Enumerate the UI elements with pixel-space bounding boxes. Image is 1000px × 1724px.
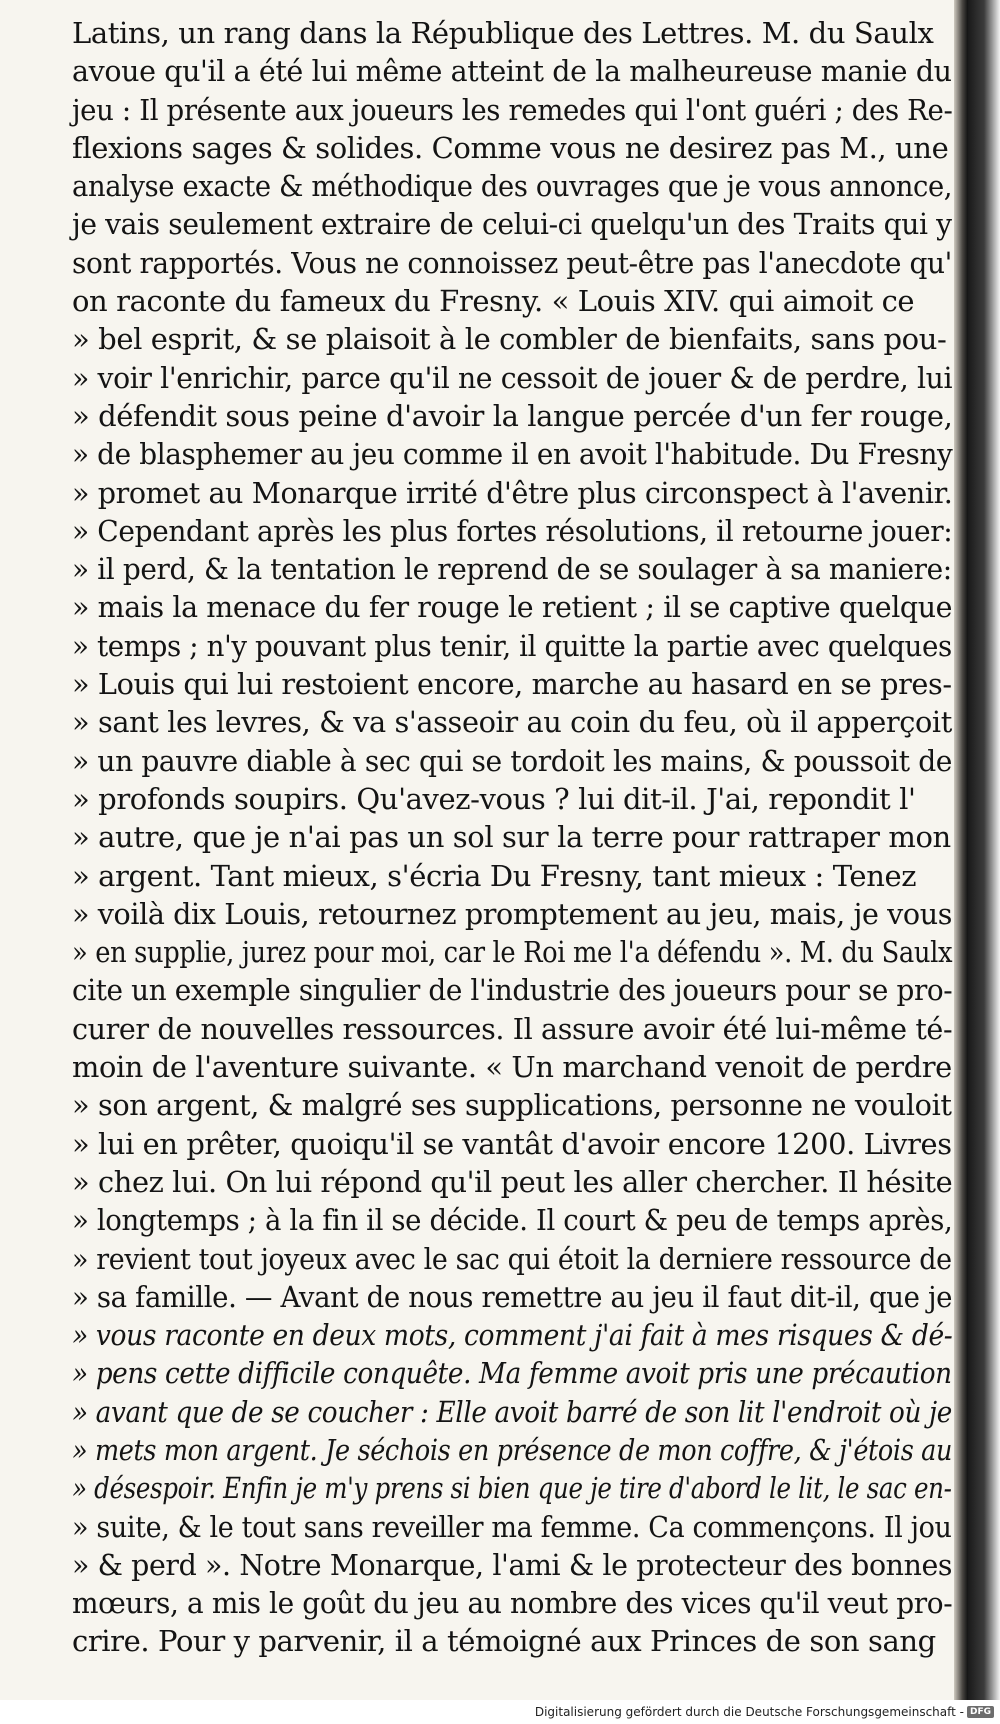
text-line: moin de l'aventure suivante. « Un marchand venoit de perdre — [72, 1050, 952, 1085]
text-line: » de blasphemer au jeu comme il en avoit l'habitude. Du Fresny — [72, 437, 953, 472]
page-text — [72, 14, 968, 1661]
text-line: mœurs, a mis le goût du jeu au nombre des vices qu'il veut pro- — [72, 1586, 953, 1621]
text-line: » voir l'enrichir, parce qu'il ne cessoit de jouer & de perdre, lui — [72, 360, 953, 395]
dfg-logo: DFG — [967, 1706, 994, 1718]
text-line: » longtemps ; à la fin il se décide. Il court & peu de temps après, — [72, 1203, 953, 1238]
text-line: » un pauvre diable à sec qui se tordoit les mains, & poussoit de — [72, 743, 953, 778]
text-line: » revient tout joyeux avec le sac qui étoit la derniere ressource de — [72, 1241, 952, 1276]
text-line: » avant que de se coucher : Elle avoit barré de son lit l'endroit où je — [72, 1394, 952, 1429]
text-line: cite un exemple singulier de l'industrie des joueurs pour se pro- — [72, 973, 953, 1008]
text-line: » Cependant après les plus fortes résolutions, il retourne jouer: — [72, 513, 953, 548]
text-line: » mais la menace du fer rouge le retient ; il se captive quelque — [72, 590, 953, 625]
funding-credit: Digitalisierung gefördert durch die Deutsche Forschungsgemeinschaft - — [534, 1705, 964, 1719]
text-line: » chez lui. On lui répond qu'il peut les aller chercher. Il hésite — [72, 1164, 953, 1199]
text-line: » temps ; n'y pouvant plus tenir, il quitte la partie avec quelques — [72, 628, 952, 663]
text-line: sont rapportés. Vous ne connoissez peut-être pas l'anecdote qu' — [72, 245, 952, 280]
text-line: » & perd ». Notre Monarque, l'ami & le protecteur des bonnes — [72, 1547, 953, 1582]
text-line: » mets mon argent. Je séchois en présence de mon coffre, & j'étois au — [72, 1432, 953, 1467]
text-line: » en supplie, jurez pour moi, car le Roi me l'a défendu ». M. du Saulx — [72, 935, 953, 970]
text-line: » pens cette difficile conquête. Ma femme avoit pris une précaution — [72, 1356, 952, 1391]
text-line: » argent. Tant mieux, s'écria Du Fresny, tant mieux : Tenez — [72, 858, 917, 893]
text-line: » désespoir. Enfin je m'y prens si bien que je tire d'abord le lit, le sac en- — [72, 1471, 952, 1506]
text-line: » autre, que je n'ai pas un sol sur la terre pour rattraper mon — [72, 820, 951, 855]
text-line: crire. Pour y parvenir, il a témoigné aux Princes de son sang — [72, 1624, 936, 1659]
text-line: » son argent, & malgré ses supplications, personne ne vouloit — [72, 1088, 952, 1123]
text-line: » promet au Monarque irrité d'être plus circonspect à l'avenir. — [72, 475, 953, 510]
text-line: analyse exacte & méthodique des ouvrages que je vous annonce, — [72, 169, 953, 204]
text-line: » sa famille. — Avant de nous remettre au jeu il faut dit-il, que je — [72, 1279, 953, 1314]
text-line: curer de nouvelles ressources. Il assure avoir été lui-même té- — [72, 1011, 953, 1046]
text-line: » vous raconte en deux mots, comment j'ai fait à mes risques & dé- — [72, 1318, 953, 1353]
text-line: » défendit sous peine d'avoir la langue percée d'un fer rouge, — [72, 398, 953, 433]
text-line: » lui en prêter, quoiqu'il se vantât d'avoir encore 1200. Livres — [72, 1126, 952, 1161]
text-line: » voilà dix Louis, retournez promptement au jeu, mais, je vous — [72, 896, 953, 931]
text-line: jeu : Il présente aux joueurs les remedes qui l'ont guéri ; des Re- — [72, 92, 953, 127]
text-line: » sant les levres, & va s'asseoir au coin du feu, où il apperçoit — [72, 705, 952, 740]
text-line: flexions sages & solides. Comme vous ne desirez pas M., une — [72, 130, 949, 165]
text-line: » Louis qui lui restoient encore, marche au hasard en se pres- — [72, 667, 952, 702]
digitization-footer — [0, 1700, 1000, 1724]
text-line: » bel esprit, & se plaisoit à le combler de bienfaits, sans pou- — [72, 322, 947, 357]
text-line: » profonds soupirs. Qu'avez-vous ? lui dit-il. J'ai, repondit l' — [72, 781, 916, 816]
text-line: on raconte du fameux du Fresny. « Louis XIV. qui aimoit ce — [72, 284, 915, 319]
text-line: » il perd, & la tentation le reprend de se soulager à sa maniere: — [72, 552, 952, 587]
text-line: avoue qu'il a été lui même atteint de la malheureuse manie du — [72, 54, 952, 89]
text-line: Latins, un rang dans la République des Lettres. M. du Saulx — [72, 16, 934, 50]
text-line: » suite, & le tout sans reveiller ma femme. Ca commençons. Il jou — [72, 1509, 952, 1544]
text-line: je vais seulement extraire de celui-ci quelqu'un des Traits qui y — [72, 207, 952, 242]
page-edge — [968, 0, 1000, 1700]
